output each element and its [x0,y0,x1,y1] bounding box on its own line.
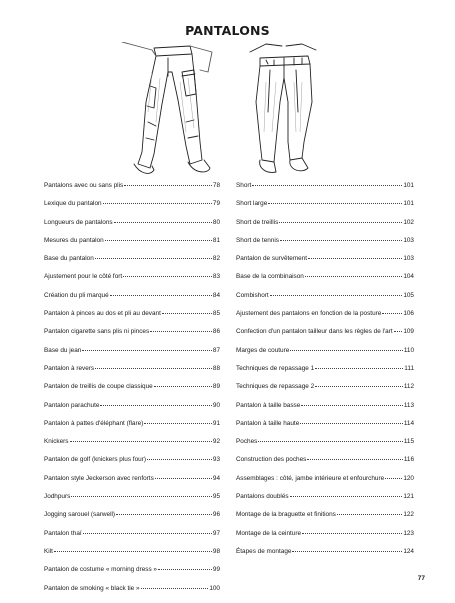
toc-entry-label: Base du pantalon [44,255,94,263]
toc-entry-page: 88 [212,364,220,372]
toc-entry [236,328,414,346]
toc-leader-dots [315,386,403,387]
toc-entry-label: Pantalon de treillis de coupe classique [44,383,153,391]
toc-leader-dots [279,222,402,223]
toc-entry-page: 123 [403,529,414,537]
toc-entry-page: 114 [403,419,414,427]
toc-leader-dots [268,203,402,204]
toc-entry-page: 99 [212,566,220,574]
toc-entry [236,237,414,255]
toc-entry-page: 112 [403,383,414,391]
page-title: PANTALONS [185,23,270,38]
toc-entry [236,273,414,291]
toc-right-column [236,182,414,566]
toc-entry-label: Pantalon parachute [44,401,100,409]
toc-leader-dots [307,459,402,460]
toc-leader-dots [308,258,402,259]
toc-entry [236,402,414,420]
toc-entry [236,347,414,365]
toc-leader-dots [150,331,212,332]
toc-leader-dots [105,240,212,241]
toc-entry [236,493,414,511]
toc-entry-page: 89 [212,383,220,391]
toc-entry [236,475,414,493]
toc-entry [44,511,220,529]
toc-entry-label: Pantalon de survêtement [236,255,308,263]
toc-entry-label: Short de treillis [236,218,279,226]
toc-entry-page: 116 [403,456,414,464]
toc-leader-dots [290,496,403,497]
toc-entry [236,456,414,474]
toc-entry-page: 81 [212,236,220,244]
toc-entry-page: 109 [403,328,414,336]
toc-entry-label: Techniques de repassage 1 [236,364,315,372]
toc-entry [236,255,414,273]
toc-leader-dots [54,551,212,552]
toc-leader-dots [315,368,403,369]
toc-leader-dots [155,478,212,479]
toc-entry-label: Short de tennis [236,236,279,244]
toc-entry-page: 104 [403,273,414,281]
toc-entry-label: Pantalon de smoking « black tie » [44,584,140,592]
toc-leader-dots [82,350,212,351]
toc-left-column [44,182,220,603]
toc-entry [236,383,414,401]
toc-entry [44,237,220,255]
toc-entry-label: Base du jean [44,346,82,354]
toc-entry [44,219,220,237]
toc-entry [236,438,414,456]
toc-entry-page: 83 [212,273,220,281]
toc-entry [44,347,220,365]
toc-entry-label: Confection d'un pantalon tailleur dans les règles de l'art [236,328,393,336]
toc-leader-dots [116,514,212,515]
toc-entry-label: Pantalon de golf (knickers plus four) [44,456,146,464]
toc-entry [236,530,414,548]
toc-entry-page: 120 [403,474,414,482]
toc-leader-dots [258,441,402,442]
toc-entry [44,383,220,401]
toc-entry-page: 79 [212,200,220,208]
toc-entry [44,402,220,420]
toc-entry-page: 122 [403,511,414,519]
toc-entry-page: 91 [212,419,220,427]
toc-entry [44,328,220,346]
toc-entry-label: Étapes de montage [236,547,292,555]
toc-entry-page: 103 [403,236,414,244]
toc-entry [236,420,414,438]
toc-entry-page: 78 [212,182,220,189]
toc-entry [44,200,220,218]
toc-leader-dots [103,203,212,204]
toc-leader-dots [385,478,402,479]
toc-entry-page: 80 [212,218,220,226]
toc-leader-dots [110,295,212,296]
toc-entry-page: 93 [212,456,220,464]
toc-entry [44,310,220,328]
toc-entry-page: 124 [403,547,414,555]
toc-leader-dots [71,496,212,497]
toc-entry-label: Pantalon de costume « morning dress » [44,566,157,574]
toc-leader-dots [144,423,212,424]
toc-entry-page: 82 [212,255,220,263]
toc-entry-label: Création du pli marqué [44,291,109,299]
toc-leader-dots [382,313,402,314]
toc-entry [44,566,220,584]
toc-entry-page: 85 [212,310,220,318]
toc-entry [44,365,220,383]
toc-leader-dots [337,514,402,515]
toc-entry-label: Pantalon à pattes d'éléphant (flare) [44,419,144,427]
toc-entry [44,530,220,548]
toc-leader-dots [114,222,212,223]
toc-entry-label: Pantalon à revers [44,364,95,372]
toc-entry [236,292,414,310]
toc-entry [44,548,220,566]
toc-entry [236,219,414,237]
toc-entry [236,511,414,529]
toc-entry-page: 106 [403,310,414,318]
toc-leader-dots [124,185,212,186]
toc-entry-label: Combishort [236,291,269,299]
toc-entry [44,420,220,438]
toc-entry-label: Pantalons avec ou sans plis [44,182,124,189]
toc-entry-page: 105 [403,291,414,299]
toc-entry-label: Construction des poches [236,456,307,464]
toc-leader-dots [95,258,212,259]
toc-entry-page: 121 [403,493,414,501]
toc-entry-page: 92 [212,438,220,446]
toc-entry [44,255,220,273]
toc-leader-dots [70,441,212,442]
toc-entry [236,365,414,383]
toc-entry-page: 113 [403,401,414,409]
toc-entry-label: Pantalon thaï [44,529,82,537]
toc-entry [44,493,220,511]
toc-leader-dots [270,295,403,296]
toc-leader-dots [147,459,212,460]
toc-entry-page: 111 [404,364,414,372]
toc-entry-page: 90 [212,401,220,409]
toc-entry-label: Pantalon à taille haute [236,419,300,427]
cargo-pants-illustration [116,42,216,182]
toc-entry-label: Pantalons doublés [236,493,289,501]
toc-entry-page: 102 [403,218,414,226]
toc-entry-label: Marges de couture [236,346,290,354]
toc-entry-page: 101 [403,200,414,208]
toc-entry-page: 97 [212,529,220,537]
toc-entry-page: 96 [212,511,220,519]
toc-entry-label: Ajustement pour le côté fort [44,273,123,281]
toc-entry-label: Jogging sarouel (sarwell) [44,511,116,519]
toc-leader-dots [305,276,402,277]
toc-leader-dots [95,368,212,369]
toc-entry-page: 110 [403,346,414,354]
toc-entry-page: 84 [212,291,220,299]
toc-entry-page: 103 [403,255,414,263]
toc-entry [44,585,220,603]
toc-leader-dots [154,386,212,387]
toc-entry-label: Lexique du pantalon [44,200,102,208]
toc-entry-page: 98 [212,547,220,555]
toc-leader-dots [290,350,403,351]
toc-leader-dots [123,276,212,277]
toc-leader-dots [394,331,403,332]
toc-leader-dots [300,423,403,424]
toc-leader-dots [302,533,402,534]
toc-leader-dots [162,313,212,314]
toc-entry [44,273,220,291]
toc-entry-label: Pantalon à pinces au dos et pli au devant [44,310,161,318]
toc-entry-label: Short [236,182,252,189]
toc-leader-dots [100,405,211,406]
toc-entry [236,310,414,328]
toc-entry-label: Pantalon cigarette sans plis ni pinces [44,328,150,336]
toc-entry-page: 87 [212,346,220,354]
toc-entry-page: 94 [212,474,220,482]
toc-entry [236,182,414,200]
pleated-pants-illustration [236,42,332,182]
toc-entry-page: 100 [209,584,220,592]
toc-entry-label: Knickers [44,438,69,446]
toc-entry-label: Assemblages : côté, jambe intérieure et enfourchure [236,474,385,482]
page-number: 77 [417,575,425,582]
toc-entry [44,182,220,200]
toc-entry-label: Poches [236,438,258,446]
toc-entry-page: 86 [212,328,220,336]
toc-leader-dots [280,240,402,241]
toc-entry-label: Base de la combinaison [236,273,304,281]
toc-entry-label: Kilt [44,547,53,555]
toc-entry [44,456,220,474]
toc-entry [44,292,220,310]
toc-entry-label: Pantalon à taille basse [236,401,301,409]
toc-entry-page: 95 [212,493,220,501]
toc-entry-label: Montage de la braguette et finitions [236,511,336,519]
toc-entry [44,438,220,456]
toc-entry-label: Longueurs de pantalons [44,218,113,226]
toc-entry-label: Montage de la ceinture [236,529,302,537]
toc-entry-label: Techniques de repassage 2 [236,383,315,391]
toc-entry-label: Pantalon style Jeckerson avec renforts [44,474,154,482]
toc-entry-page: 101 [403,182,414,189]
toc-leader-dots [252,185,402,186]
toc-entry [236,200,414,218]
toc-entry [236,548,414,566]
toc-entry-label: Short large [236,200,268,208]
toc-leader-dots [292,551,402,552]
toc-entry-page: 115 [403,438,414,446]
toc-leader-dots [83,533,212,534]
toc-entry-label: Jodhpurs [44,493,71,501]
toc-entry [44,475,220,493]
toc-entry-label: Ajustement des pantalons en fonction de la posture [236,310,382,318]
toc-leader-dots [301,405,403,406]
toc-entry-label: Mesures du pantalon [44,236,104,244]
toc-leader-dots [158,569,212,570]
toc-leader-dots [141,588,209,589]
